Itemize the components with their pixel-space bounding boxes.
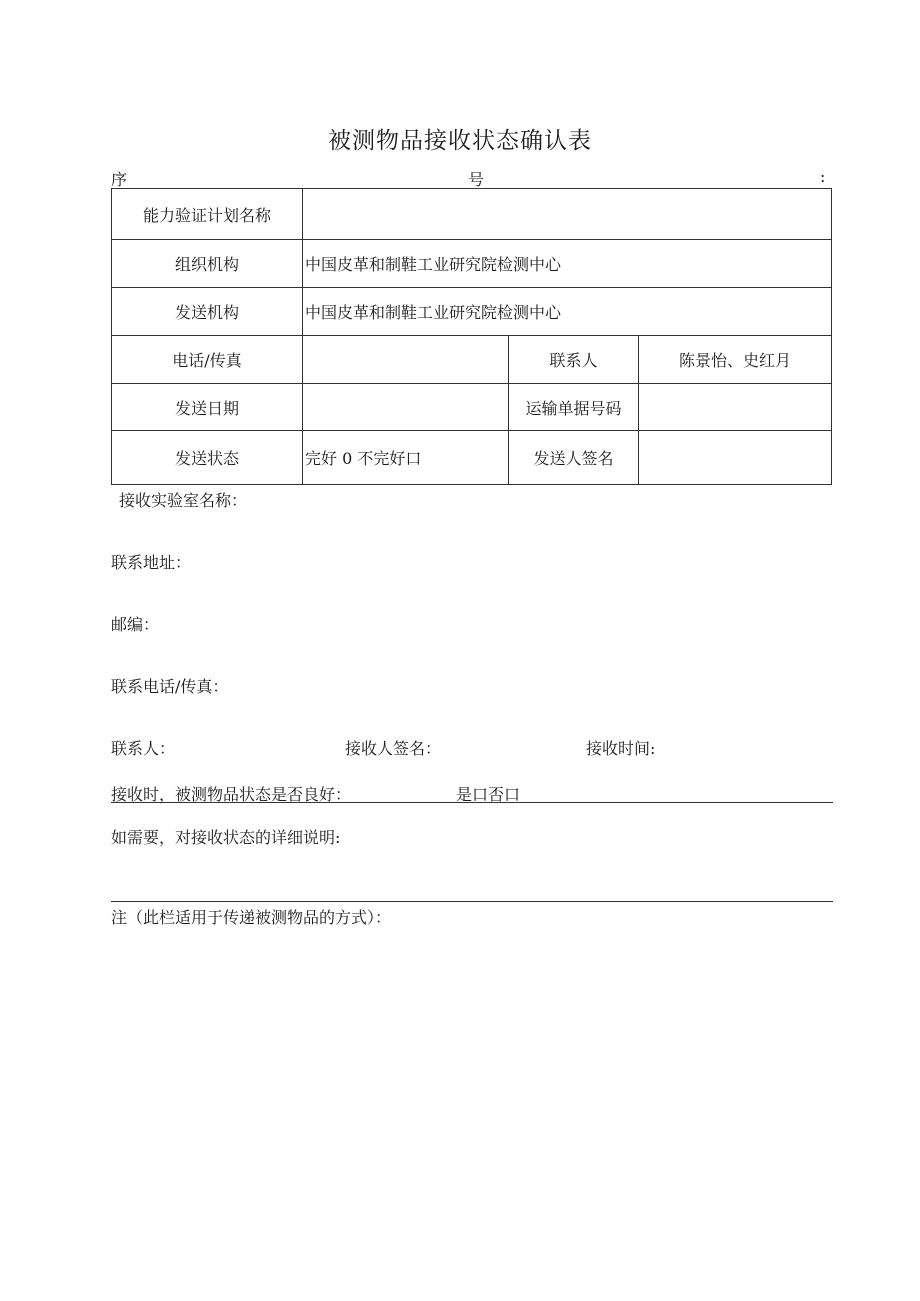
serial-label-left: 序	[111, 170, 128, 189]
phone-fax-field[interactable]	[303, 336, 509, 384]
sender-org-label: 发送机构	[112, 288, 303, 336]
send-info-table	[111, 188, 832, 485]
waybill-label: 运输单据号码	[509, 384, 639, 431]
receiver-contact-label: 联系人：	[111, 739, 176, 758]
serial-colon: :	[820, 167, 826, 186]
organizer-field[interactable]: 中国皮革和制鞋工业研究院检测中心	[303, 240, 832, 288]
phone-fax-label: 电话/传真	[112, 336, 303, 384]
details-label: 如需要，对接收状态的详细说明:	[111, 828, 341, 847]
plan-name-field[interactable]	[303, 189, 832, 240]
sender-signature-field[interactable]	[639, 431, 832, 485]
send-date-field[interactable]	[303, 384, 509, 431]
send-status-field[interactable]: 完好 0 不完好口	[303, 431, 509, 485]
send-date-label: 发送日期	[112, 384, 303, 431]
contact-field[interactable]: 陈景怡、史红月	[639, 336, 832, 384]
receive-time-label: 接收时间:	[586, 739, 656, 758]
postcode-label: 邮编：	[111, 615, 160, 634]
send-status-label: 发送状态	[112, 431, 303, 485]
address-label: 联系地址：	[111, 553, 192, 572]
serial-label-mid: 号	[468, 170, 485, 189]
form-title: 被测物品接收状态确认表	[328, 128, 592, 154]
plan-name-label: 能力验证计划名称	[112, 189, 303, 240]
sender-signature-label: 发送人签名	[509, 431, 639, 485]
receiver-signature-label: 接收人签名：	[345, 739, 442, 758]
organizer-label: 组织机构	[112, 240, 303, 288]
divider-line	[111, 802, 833, 803]
phone-fax-field-label: 联系电话/传真：	[111, 677, 229, 696]
condition-question: 接收时，被测物品状态是否良好：	[111, 785, 352, 804]
lab-name-label: 接收实验室名称：	[119, 491, 248, 510]
sender-org-field[interactable]: 中国皮革和制鞋工业研究院检测中心	[303, 288, 832, 336]
condition-checkboxes[interactable]: 是口否口	[456, 785, 521, 804]
contact-label: 联系人	[509, 336, 639, 384]
waybill-field[interactable]	[639, 384, 832, 431]
note-label: 注（此栏适用于传递被测物品的方式）：	[111, 908, 392, 927]
divider-line	[111, 901, 833, 902]
